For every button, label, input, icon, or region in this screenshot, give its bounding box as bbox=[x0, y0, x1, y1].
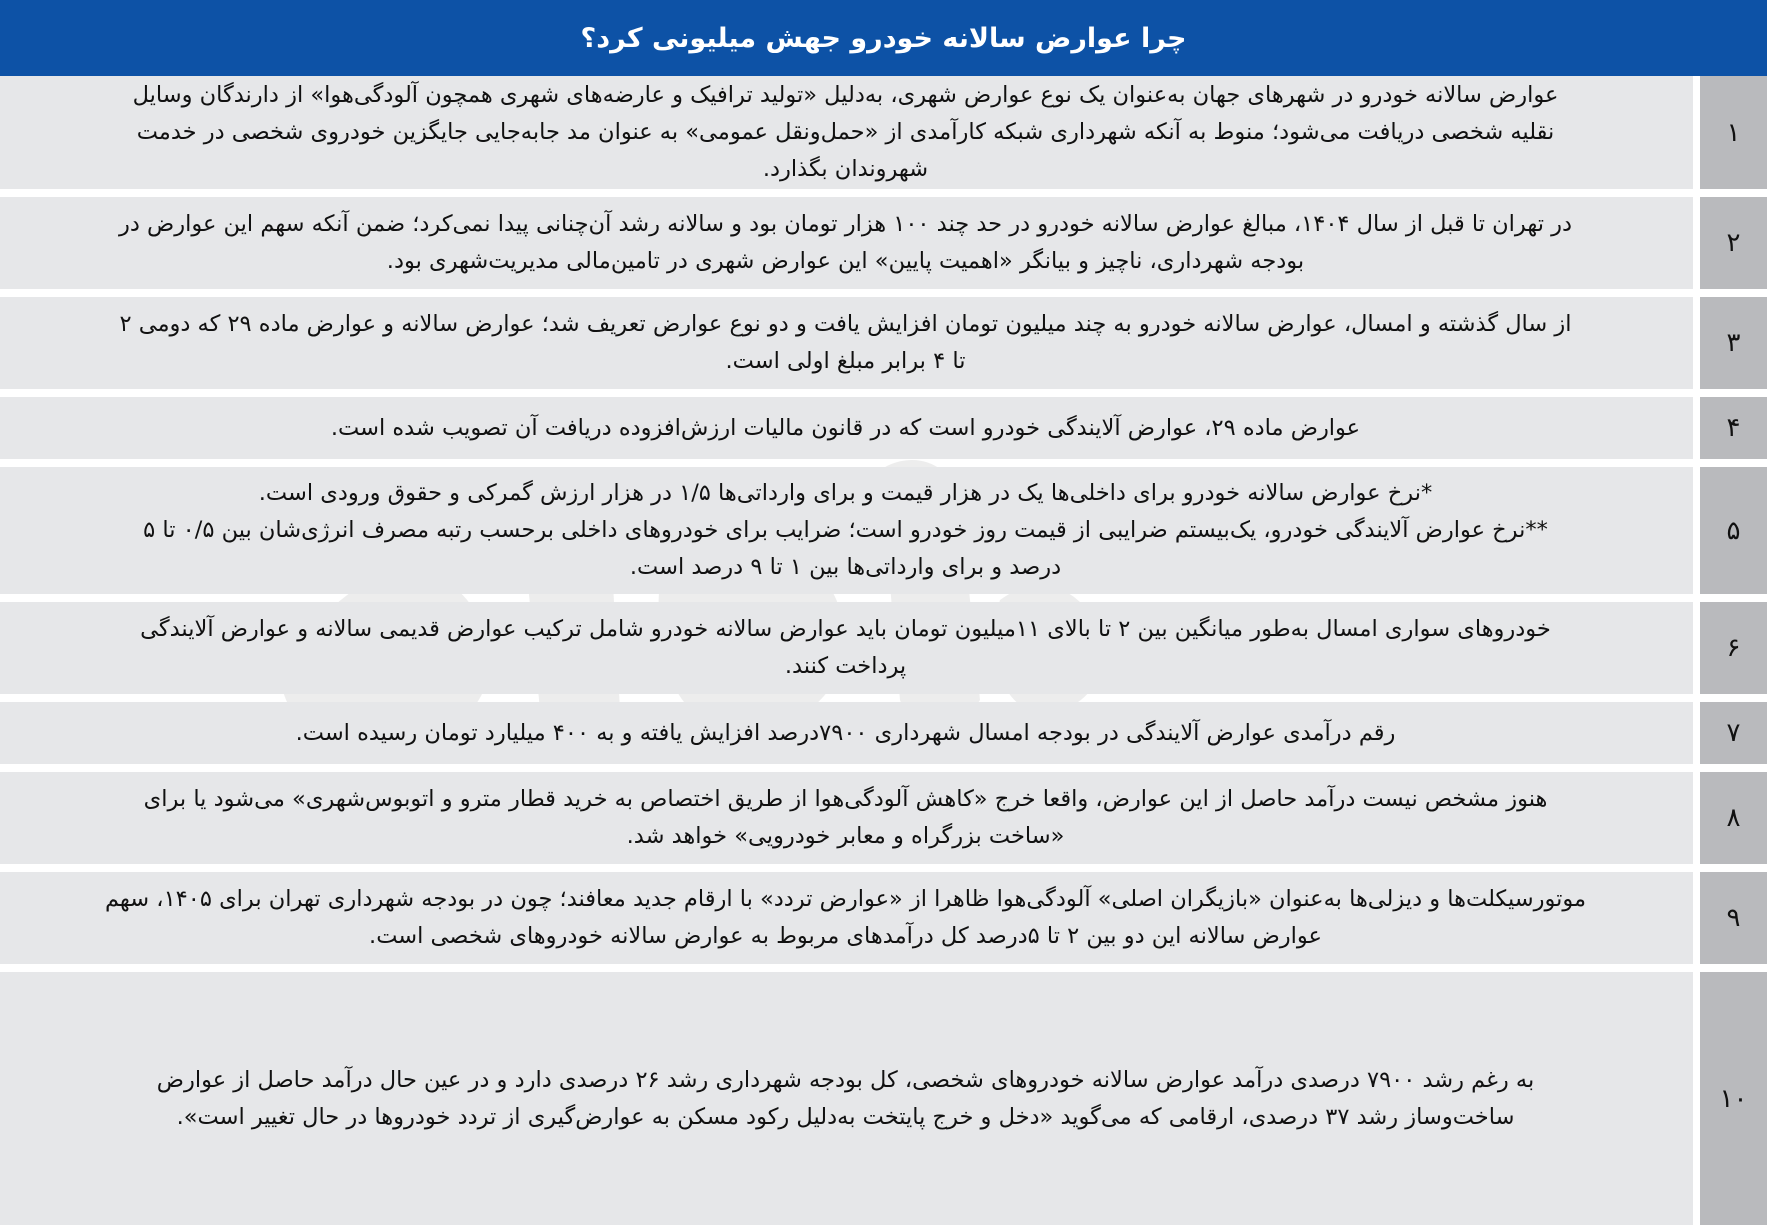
row-text: رقم درآمدی عوارض آلایندگی در بودجه امسال شهرداری ۷۹۰۰درصد افزایش یافته و به ۴۰۰ میلیارد تومان رسیده است. bbox=[295, 719, 1396, 746]
row-number: ۴ bbox=[1726, 413, 1741, 443]
row-text: *نرخ عوارض سالانه خودرو برای داخلی‌ها یک در هزار قیمت و برای وارداتی‌ها ۱/۵ در هزار ارزش گمرکی و حقوق ورودی است. **نرخ عوارض آلایندگی خودرو، یک‌بیستم ضرایبی از قیمت روز خودرو است؛ ضرایب برای خودروهای داخلی برحسب رتبه مصرف انرژی‌شان بین ۰/۵ تا ۵ درصد و برای وارداتی‌ها بین ۱ تا ۹ درصد است. bbox=[143, 480, 1548, 580]
row-number: ۲ bbox=[1726, 228, 1741, 258]
table-row bbox=[0, 872, 1767, 972]
row-text: در تهران تا قبل از سال ۱۴۰۴، مبالغ عوارض سالانه خودرو در حد چند ۱۰۰ هزار تومان بود و سالانه رشد آن‌چنانی پیدا نمی‌کرد؛ ضمن آنکه سهم این عوارض در بودجه شهرداری، ناچیز و بیانگر «اهمیت پایین» این عوارض شهری در تامین‌مالی مدیریت‌شهری بود. bbox=[118, 211, 1573, 274]
row-text-cell bbox=[0, 197, 1693, 289]
row-text: موتورسیکلت‌ها و دیزلی‌ها به‌عنوان «بازیگران اصلی» آلودگی‌هوا ظاهرا از «عوارض تردد» با ارقام جدید معافند؛ چون در بودجه شهرداری تهران برای ۱۴۰۵، سهم عوارض سالانه این دو بین ۲ تا ۵درصد کل درآمدهای مربوط به عوارض سالانه خودروهای شخصی است. bbox=[104, 886, 1587, 949]
row-text-cell bbox=[0, 772, 1693, 864]
row-text-cell bbox=[0, 972, 1693, 1225]
row-number: ۷ bbox=[1726, 718, 1741, 748]
row-number-cell bbox=[1700, 702, 1767, 764]
table-row bbox=[0, 702, 1767, 772]
row-number-cell bbox=[1700, 397, 1767, 459]
row-number-cell bbox=[1700, 872, 1767, 964]
row-number-cell bbox=[1700, 197, 1767, 289]
row-number: ۱ bbox=[1726, 117, 1741, 148]
row-text-cell bbox=[0, 76, 1693, 189]
row-number: ۹ bbox=[1726, 903, 1741, 933]
table-row bbox=[0, 197, 1767, 297]
table-row bbox=[0, 772, 1767, 872]
row-text: از سال گذشته و امسال، عوارض سالانه خودرو به چند میلیون تومان افزایش یافت و دو نوع عوارض تعریف شد؛ عوارض سالانه و عوارض ماده ۲۹ که دومی ۲ تا ۴ برابر مبلغ اولی است. bbox=[119, 311, 1572, 374]
row-text: به رغم رشد ۷۹۰۰ درصدی درآمد عوارض سالانه خودروهای شخصی، کل بودجه شهرداری رشد ۲۶ درصدی دارد و در عین حال درآمد حاصل از عوارض ساخت‌وساز رشد ۳۷ درصدی، ارقامی که می‌گوید «دخل و خرج پایتخت به‌دلیل رکود مسکن به عوارض‌گیری از تردد خودروها در حال تغییر است». bbox=[156, 1066, 1535, 1130]
row-number: ۸ bbox=[1726, 803, 1741, 833]
row-number: ۱۰ bbox=[1719, 1083, 1748, 1114]
row-text-cell bbox=[0, 397, 1693, 459]
table-header bbox=[0, 0, 1767, 76]
row-text-cell bbox=[0, 297, 1693, 389]
table-row bbox=[0, 76, 1767, 197]
table-row bbox=[0, 397, 1767, 467]
row-text-cell bbox=[0, 602, 1693, 694]
row-text: هنوز مشخص نیست درآمد حاصل از این عوارض، واقعا خرج «کاهش آلودگی‌هوا از طریق اختصاص به خرید قطار مترو و اتوبوس‌شهری» می‌شود یا برای «ساخت بزرگراه و معابر خودرویی» خواهد شد. bbox=[143, 786, 1548, 849]
row-number-cell bbox=[1700, 76, 1767, 189]
row-text-cell bbox=[0, 467, 1693, 594]
row-text-cell bbox=[0, 702, 1693, 764]
table-row bbox=[0, 602, 1767, 702]
row-number-cell bbox=[1700, 467, 1767, 594]
row-number: ۵ bbox=[1726, 515, 1741, 546]
row-number-cell bbox=[1700, 602, 1767, 694]
row-number-cell bbox=[1700, 297, 1767, 389]
row-text-cell bbox=[0, 872, 1693, 964]
row-number: ۶ bbox=[1726, 633, 1741, 663]
table-row bbox=[0, 297, 1767, 397]
row-number-cell bbox=[1700, 972, 1767, 1225]
row-number: ۳ bbox=[1726, 328, 1741, 358]
table-row bbox=[0, 972, 1767, 1225]
row-text: عوارض سالانه خودرو در شهرهای جهان به‌عنوان یک نوع عوارض شهری، به‌دلیل «تولید ترافیک و عارضه‌های شهری همچون آلودگی‌هوا» از دارندگان وسایل نقلیه شخصی دریافت می‌شود؛ منوط به آنکه شهرداری شبکه کارآمدی از «حمل‌ونقل عمومی» به عنوان مد جابه‌جایی جایگزین خودروی شخصی در خدمت شهروندان بگذارد. bbox=[132, 82, 1559, 182]
row-text: خودروهای سواری امسال به‌طور میانگین بین ۲ تا بالای ۱۱میلیون تومان باید عوارض سالانه خودرو شامل ترکیب عوارض قدیمی سالانه و عوارض آلایندگی پرداخت کنند. bbox=[140, 616, 1551, 679]
row-text: عوارض ماده ۲۹، عوارض آلایندگی خودرو است که در قانون مالیات ارزش‌افزوده دریافت آن تصویب شده است. bbox=[330, 414, 1361, 441]
table-title: چرا عوارض سالانه خودرو جهش میلیونی کرد؟ bbox=[580, 22, 1187, 54]
table-row bbox=[0, 467, 1767, 602]
row-number-cell bbox=[1700, 772, 1767, 864]
